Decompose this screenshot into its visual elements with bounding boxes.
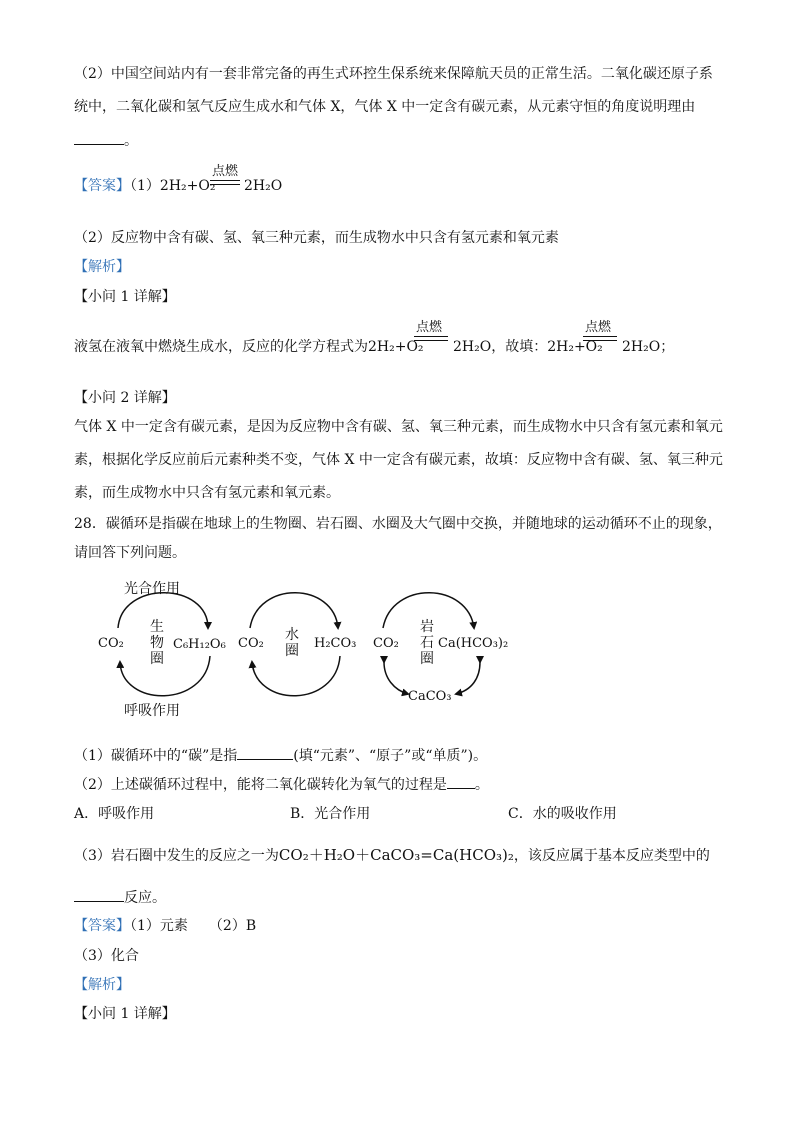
double-line-arrow-3 — [583, 336, 617, 341]
sub2-line1: 气体 X 中一定含有碳元素，是因为反应物中含有碳、氢、氧三种元素，而生成物水中只含有氢元素和氧元 — [74, 419, 723, 435]
sub1-text — [74, 337, 424, 357]
q28-answer-line1 — [74, 916, 256, 936]
option-a[interactable]: A．呼吸作用 — [74, 806, 155, 822]
answer-blank[interactable] — [74, 130, 124, 145]
condition-label-3: 点燃 — [585, 320, 612, 335]
co2-label-water: CO₂ — [238, 636, 264, 651]
sub1-line-c — [622, 337, 674, 357]
condition-label-2: 点燃 — [416, 320, 443, 335]
q28-stem-line2: 请回答下列问题。 — [74, 545, 186, 561]
equation-reactants: 2H₂+O₂ — [159, 178, 216, 194]
co2-label-rock: CO₂ — [373, 636, 399, 651]
q28-answer-text1: （1）元素 （2）B — [130, 918, 257, 934]
biosphere-label: 生物圈 — [150, 619, 164, 667]
p3-text-b: ，该反应属于基本反应类型中的 — [513, 848, 710, 864]
answer1-prefix: （1） — [130, 178, 160, 194]
q27-part2-line3 — [74, 130, 138, 151]
rock-sphere-label: 岩石圈 — [420, 619, 434, 667]
equation-products: 2H₂O — [244, 178, 283, 194]
sub1-text-b: ，故填： — [491, 339, 548, 355]
respiration-arrow — [120, 656, 210, 696]
water-sphere-label: 水圈 — [285, 627, 299, 659]
sub1-text-end: ； — [660, 339, 675, 355]
p3-text-a: （3）岩石圈中发生的反应之一为 — [74, 848, 279, 864]
q28-analysis-label: 【解析】 — [74, 977, 130, 993]
glucose-label: C₆H₁₂O₆ — [173, 637, 226, 652]
sub1-line-b — [453, 337, 603, 357]
p3-blank[interactable] — [74, 887, 124, 902]
p3-tail: 反应。 — [124, 890, 166, 906]
co2-label-bio: CO₂ — [98, 636, 124, 651]
water-back-arrow — [252, 656, 340, 696]
rock-left-down-arrow — [384, 662, 408, 694]
double-line-arrow — [210, 180, 240, 185]
p2-blank[interactable] — [447, 774, 475, 789]
q28-stem-line1: 28．碳循环是指碳在地球上的生物圈、岩石圈、水圈及大气圈中交换，并随地球的运动循环不止的现象， — [74, 516, 722, 532]
q28-p1 — [74, 745, 487, 766]
caco3-label: CaCO₃ — [408, 689, 452, 704]
q27-part2-line1: （2）中国空间站内有一套非常完备的再生式环控生保系统来保障航天员的正常生活。二氧化碳还原子系 — [74, 66, 713, 82]
sub1-eq-left-2: 2H₂+O₂ — [547, 339, 603, 355]
q27-answer-line2: （2）反应物中含有碳、氢、氧三种元素，而生成物水中只含有氢元素和氧元素 — [74, 230, 559, 246]
answer-label: 【答案】 — [74, 178, 130, 194]
p2-end: 。 — [474, 777, 489, 793]
q28-p2 — [74, 774, 489, 795]
sub1-eq-left: 2H₂+O₂ — [368, 339, 424, 355]
rock-forward-arrow — [383, 593, 474, 628]
sub2-title: 【小问 2 详解】 — [74, 390, 176, 406]
water-forward-arrow — [250, 593, 338, 628]
condition-label: 点燃 — [212, 164, 239, 179]
q27-part2-line2: 统中，二氧化碳和氢气反应生成水和气体 X，气体 X 中一定含有碳元素，从元素守恒的角度说明理由 — [74, 99, 696, 115]
q27-answer-line1 — [74, 176, 215, 196]
sub2-line3: 素，而生成物水中只含有氢元素和氧元素。 — [74, 485, 340, 501]
period: 。 — [124, 133, 138, 149]
sub1-eq-right: 2H₂O — [453, 339, 492, 355]
option-c[interactable]: C．水的吸收作用 — [508, 806, 617, 822]
sub1-text-a: 液氢在液氧中燃烧生成水，反应的化学方程式为 — [74, 339, 368, 355]
sub2-line2: 素，根据化学反应前后元素种类不变，气体 X 中一定含有碳元素，故填：反应物中含有碳、氢、氧三种元 — [74, 452, 723, 468]
p1-blank[interactable] — [237, 745, 293, 760]
q28-sub1-title: 【小问 1 详解】 — [74, 1006, 176, 1022]
q28-p3-cont — [74, 887, 166, 908]
p2-text: （2）上述碳循环过程中，能将二氧化碳转化为氧气的过程是 — [74, 777, 447, 793]
respiration-label: 呼吸作用 — [124, 703, 180, 719]
q28-answer-line2: （3）化合 — [74, 948, 139, 964]
double-line-arrow-2 — [414, 336, 448, 341]
q28-answer-label: 【答案】 — [74, 918, 130, 934]
photosynthesis-arrow — [118, 593, 208, 628]
analysis-label: 【解析】 — [74, 259, 130, 275]
p1-text: （1）碳循环中的“碳”是指 — [74, 748, 238, 764]
photosynthesis-label: 光合作用 — [124, 581, 180, 597]
h2co3-label: H₂CO₃ — [314, 636, 357, 651]
sub1-title: 【小问 1 详解】 — [74, 289, 176, 305]
q28-p3 — [74, 845, 710, 866]
rock-right-down-arrow — [456, 662, 480, 694]
p3-equation: CO₂＋H₂O＋CaCO₃=Ca(HCO₃)₂ — [278, 846, 514, 864]
option-b[interactable]: B．光合作用 — [290, 806, 371, 822]
cahco3-label: Ca(HCO₃)₂ — [438, 636, 509, 651]
sub1-eq-right-2: 2H₂O — [622, 339, 661, 355]
p1-tail: (填“元素”、“原子”或“单质”)。 — [293, 748, 488, 764]
